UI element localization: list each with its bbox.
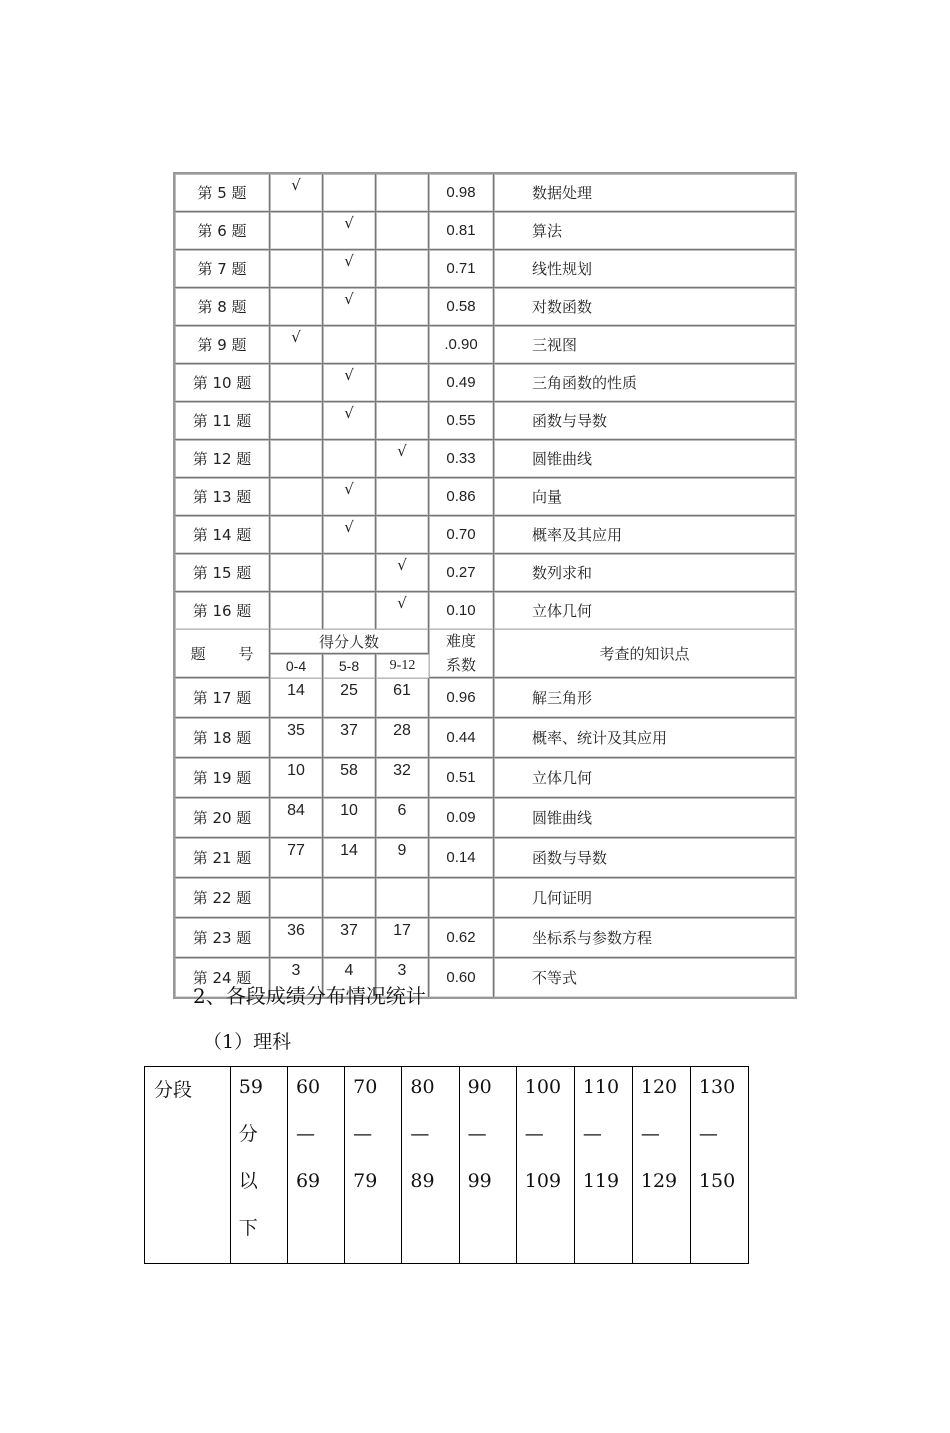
knowledge-point: 三角函数的性质 bbox=[494, 364, 795, 402]
check-col-1: √ bbox=[270, 174, 323, 212]
check-col-1 bbox=[270, 288, 323, 326]
count-5-8: 37 bbox=[323, 918, 376, 958]
difficulty-coefficient bbox=[429, 878, 494, 918]
header-row bbox=[175, 629, 795, 654]
table-row bbox=[175, 554, 795, 592]
count-5-8: 25 bbox=[323, 678, 376, 718]
knowledge-point: 数据处理 bbox=[494, 174, 795, 212]
check-col-2 bbox=[323, 174, 376, 212]
question-no: 第 19 题 bbox=[175, 758, 270, 798]
count-9-12: 61 bbox=[376, 678, 429, 718]
score-band-text: — bbox=[410, 1123, 430, 1145]
difficulty-coefficient: 0.14 bbox=[429, 838, 494, 878]
question-no: 第 17 题 bbox=[175, 678, 270, 718]
knowledge-point: 几何证明 bbox=[494, 878, 795, 918]
count-0-4 bbox=[270, 878, 323, 918]
count-5-8 bbox=[323, 878, 376, 918]
score-band-text: 分 bbox=[238, 1123, 258, 1145]
score-band-text: 69 bbox=[295, 1170, 321, 1192]
check-col-2 bbox=[323, 440, 376, 478]
question-no: 第 5 题 bbox=[175, 174, 270, 212]
score-band-text: 150 bbox=[698, 1170, 736, 1192]
count-0-4: 84 bbox=[270, 798, 323, 838]
difficulty-coefficient: .0.90 bbox=[429, 326, 494, 364]
question-no: 第 6 题 bbox=[175, 212, 270, 250]
header-band-5-8: 5-8 bbox=[323, 654, 376, 678]
table-row bbox=[175, 678, 795, 718]
question-no: 第 7 题 bbox=[175, 250, 270, 288]
question-no: 第 22 题 bbox=[175, 878, 270, 918]
difficulty-coefficient: 0.60 bbox=[429, 958, 494, 997]
check-col-3: √ bbox=[376, 440, 429, 478]
knowledge-point: 不等式 bbox=[494, 958, 795, 997]
score-band-cell bbox=[574, 1067, 632, 1264]
table-row bbox=[175, 758, 795, 798]
knowledge-point: 立体几何 bbox=[494, 758, 795, 798]
check-col-3 bbox=[376, 516, 429, 554]
count-9-12: 17 bbox=[376, 918, 429, 958]
score-band-text: — bbox=[582, 1123, 602, 1145]
check-col-3 bbox=[376, 212, 429, 250]
knowledge-point: 线性规划 bbox=[494, 250, 795, 288]
score-band-text: — bbox=[524, 1123, 544, 1145]
difficulty-coefficient: 0.58 bbox=[429, 288, 494, 326]
check-col-1 bbox=[270, 364, 323, 402]
count-0-4: 14 bbox=[270, 678, 323, 718]
score-band-cell bbox=[516, 1067, 574, 1264]
section-heading: 2、各段成绩分布情况统计 bbox=[193, 984, 426, 1008]
count-0-4: 77 bbox=[270, 838, 323, 878]
question-no: 第 8 题 bbox=[175, 288, 270, 326]
knowledge-point: 函数与导数 bbox=[494, 402, 795, 440]
difficulty-coefficient: 0.96 bbox=[429, 678, 494, 718]
table-row bbox=[175, 250, 795, 288]
subsection-heading: （1）理科 bbox=[203, 1031, 292, 1053]
score-band-text: 59 bbox=[238, 1076, 263, 1098]
score-band-text: — bbox=[295, 1123, 315, 1145]
score-band-text: 70 bbox=[353, 1076, 378, 1098]
check-col-1 bbox=[270, 250, 323, 288]
score-band-text: — bbox=[640, 1123, 660, 1145]
question-no: 第 12 题 bbox=[175, 440, 270, 478]
question-no: 第 24 题 bbox=[175, 958, 270, 997]
header-difficulty bbox=[429, 629, 494, 678]
table-row bbox=[175, 918, 795, 958]
score-band-text: 89 bbox=[410, 1170, 435, 1192]
table-header-group bbox=[175, 629, 795, 678]
table-row bbox=[175, 838, 795, 878]
difficulty-coefficient: 0.33 bbox=[429, 440, 494, 478]
check-col-2: √ bbox=[323, 250, 376, 288]
difficulty-coefficient: 0.27 bbox=[429, 554, 494, 592]
difficulty-coefficient: 0.71 bbox=[429, 250, 494, 288]
check-col-3 bbox=[376, 250, 429, 288]
table-row bbox=[175, 364, 795, 402]
knowledge-point: 圆锥曲线 bbox=[494, 440, 795, 478]
score-band-cell bbox=[230, 1067, 287, 1264]
check-col-2: √ bbox=[323, 516, 376, 554]
check-col-3 bbox=[376, 478, 429, 516]
question-analysis-table bbox=[173, 172, 797, 999]
score-band-cell bbox=[690, 1067, 748, 1264]
header-score-count: 得分人数 bbox=[270, 629, 429, 654]
check-col-1 bbox=[270, 478, 323, 516]
knowledge-point: 三视图 bbox=[494, 326, 795, 364]
check-col-1 bbox=[270, 554, 323, 592]
count-0-4: 10 bbox=[270, 758, 323, 798]
count-9-12: 9 bbox=[376, 838, 429, 878]
count-5-8: 37 bbox=[323, 718, 376, 758]
knowledge-point: 立体几何 bbox=[494, 592, 795, 629]
score-band-cell bbox=[287, 1067, 344, 1264]
table-row bbox=[175, 592, 795, 629]
question-no: 第 9 题 bbox=[175, 326, 270, 364]
count-5-8: 10 bbox=[323, 798, 376, 838]
knowledge-point: 数列求和 bbox=[494, 554, 795, 592]
question-no: 第 20 题 bbox=[175, 798, 270, 838]
score-band-text: 110 bbox=[582, 1076, 620, 1098]
question-no: 第 16 题 bbox=[175, 592, 270, 629]
question-no: 第 21 题 bbox=[175, 838, 270, 878]
knowledge-point: 圆锥曲线 bbox=[494, 798, 795, 838]
table-row bbox=[175, 878, 795, 918]
table-row bbox=[175, 174, 795, 212]
check-col-3: √ bbox=[376, 554, 429, 592]
difficulty-coefficient: 0.98 bbox=[429, 174, 494, 212]
count-0-4: 36 bbox=[270, 918, 323, 958]
check-col-2: √ bbox=[323, 478, 376, 516]
difficulty-coefficient: 0.70 bbox=[429, 516, 494, 554]
check-col-2: √ bbox=[323, 402, 376, 440]
check-col-3 bbox=[376, 402, 429, 440]
question-no: 第 14 题 bbox=[175, 516, 270, 554]
knowledge-point: 对数函数 bbox=[494, 288, 795, 326]
check-col-2 bbox=[323, 326, 376, 364]
score-band-text: — bbox=[698, 1123, 718, 1145]
score-band-label: 分段 bbox=[145, 1067, 231, 1264]
question-no: 第 10 题 bbox=[175, 364, 270, 402]
knowledge-point: 概率、统计及其应用 bbox=[494, 718, 795, 758]
count-9-12: 32 bbox=[376, 758, 429, 798]
question-no: 第 11 题 bbox=[175, 402, 270, 440]
difficulty-coefficient: 0.81 bbox=[429, 212, 494, 250]
check-col-2 bbox=[323, 592, 376, 629]
check-col-2: √ bbox=[323, 364, 376, 402]
score-band-text: 80 bbox=[410, 1076, 435, 1098]
score-band-text: 119 bbox=[582, 1170, 620, 1192]
question-no: 第 23 题 bbox=[175, 918, 270, 958]
count-5-8: 14 bbox=[323, 838, 376, 878]
score-band-text: 79 bbox=[353, 1170, 378, 1192]
difficulty-coefficient: 0.09 bbox=[429, 798, 494, 838]
difficulty-coefficient: 0.55 bbox=[429, 402, 494, 440]
score-band-text: 60 bbox=[295, 1076, 321, 1098]
score-band-cell bbox=[632, 1067, 690, 1264]
count-0-4: 3 bbox=[270, 958, 323, 997]
knowledge-point: 算法 bbox=[494, 212, 795, 250]
check-col-1 bbox=[270, 440, 323, 478]
difficulty-coefficient: 0.86 bbox=[429, 478, 494, 516]
header-difficulty-line1: 难度 bbox=[445, 632, 476, 650]
difficulty-coefficient: 0.44 bbox=[429, 718, 494, 758]
knowledge-point: 函数与导数 bbox=[494, 838, 795, 878]
check-col-3 bbox=[376, 364, 429, 402]
count-9-12: 28 bbox=[376, 718, 429, 758]
check-col-1 bbox=[270, 516, 323, 554]
score-band-table bbox=[144, 1066, 749, 1264]
check-col-2: √ bbox=[323, 212, 376, 250]
score-band-text: 99 bbox=[467, 1170, 492, 1192]
table-row bbox=[175, 326, 795, 364]
header-band-9-12: 9-12 bbox=[376, 654, 429, 678]
score-band-text: 109 bbox=[524, 1170, 562, 1192]
table-row bbox=[175, 718, 795, 758]
check-col-3 bbox=[376, 326, 429, 364]
header-question-no: 题 号 bbox=[175, 629, 270, 678]
score-band-text: — bbox=[353, 1123, 373, 1145]
count-0-4: 35 bbox=[270, 718, 323, 758]
score-band-cell bbox=[345, 1067, 402, 1264]
check-col-3 bbox=[376, 288, 429, 326]
question-no: 第 15 题 bbox=[175, 554, 270, 592]
table-row bbox=[175, 402, 795, 440]
table-row bbox=[175, 478, 795, 516]
difficulty-coefficient: 0.10 bbox=[429, 592, 494, 629]
score-band-text: 130 bbox=[698, 1076, 736, 1098]
difficulty-coefficient: 0.62 bbox=[429, 918, 494, 958]
table-row bbox=[175, 516, 795, 554]
count-9-12: 6 bbox=[376, 798, 429, 838]
table-row bbox=[175, 440, 795, 478]
score-band-text: 90 bbox=[467, 1076, 492, 1098]
count-9-12 bbox=[376, 878, 429, 918]
check-col-1: √ bbox=[270, 326, 323, 364]
score-band-cell bbox=[459, 1067, 516, 1264]
difficulty-coefficient: 0.51 bbox=[429, 758, 494, 798]
difficulty-coefficient: 0.49 bbox=[429, 364, 494, 402]
check-col-1 bbox=[270, 592, 323, 629]
knowledge-point: 坐标系与参数方程 bbox=[494, 918, 795, 958]
header-knowledge-point: 考查的知识点 bbox=[494, 629, 795, 678]
check-col-1 bbox=[270, 212, 323, 250]
knowledge-point: 概率及其应用 bbox=[494, 516, 795, 554]
header-band-0-4: 0-4 bbox=[270, 654, 323, 678]
score-band-cell bbox=[402, 1067, 459, 1264]
knowledge-point: 向量 bbox=[494, 478, 795, 516]
score-band-text: 下 bbox=[238, 1217, 258, 1239]
check-col-3: √ bbox=[376, 592, 429, 629]
knowledge-point: 解三角形 bbox=[494, 678, 795, 718]
score-band-text: — bbox=[467, 1123, 487, 1145]
score-band-text: 120 bbox=[640, 1076, 678, 1098]
count-5-8: 58 bbox=[323, 758, 376, 798]
check-col-3 bbox=[376, 174, 429, 212]
check-col-1 bbox=[270, 402, 323, 440]
header-difficulty-line2: 系数 bbox=[445, 656, 476, 674]
table-row bbox=[175, 212, 795, 250]
table-body-bottom bbox=[175, 678, 795, 997]
table-row bbox=[175, 288, 795, 326]
table-body-top bbox=[175, 174, 795, 629]
check-col-2: √ bbox=[323, 288, 376, 326]
question-no: 第 18 题 bbox=[175, 718, 270, 758]
score-band-text: 129 bbox=[640, 1170, 678, 1192]
score-band-row bbox=[145, 1067, 749, 1264]
table-row bbox=[175, 798, 795, 838]
question-no: 第 13 题 bbox=[175, 478, 270, 516]
count-5-8: 4 bbox=[323, 958, 376, 997]
score-band-text: 100 bbox=[524, 1076, 562, 1098]
check-col-2 bbox=[323, 554, 376, 592]
count-9-12: 3 bbox=[376, 958, 429, 997]
score-band-text: 以 bbox=[238, 1170, 258, 1192]
